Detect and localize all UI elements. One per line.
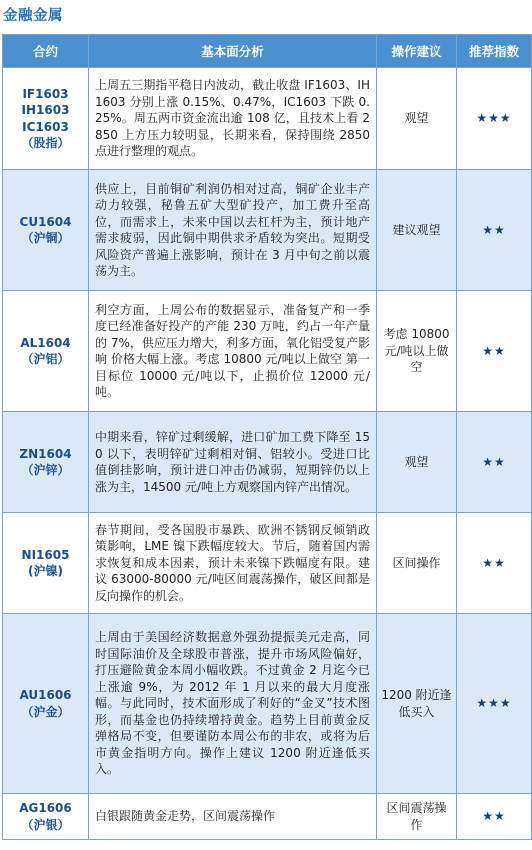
futures-table (2, 34, 532, 840)
contract-name: （沪锌） (21, 463, 70, 477)
header-analysis: 基本面分析 (89, 35, 377, 68)
rating-stars: ★★ (457, 412, 532, 513)
contract-cell (3, 291, 89, 412)
table-row (3, 170, 532, 291)
rating-stars: ★★★ (457, 614, 532, 794)
rating-stars: ★★ (457, 170, 532, 291)
advice-cell: 1200 附近逢低买入 (377, 614, 457, 794)
analysis-cell: 白银跟随黄金走势，区间震荡操作 (89, 794, 377, 840)
advice-cell: 区间操作 (377, 513, 457, 614)
table-row (3, 614, 532, 794)
contract-cell (3, 513, 89, 614)
contract-cell (3, 614, 89, 794)
contract-code: ZN1604 (19, 446, 72, 461)
contract-cell (3, 412, 89, 513)
header-rating: 推荐指数 (457, 35, 532, 68)
contract-name: (沪镍) (28, 564, 63, 578)
contract-code: AU1606 (19, 688, 72, 702)
contract-code: IH1603 (21, 103, 70, 117)
contract-name: （沪铝） (21, 352, 70, 366)
rating-stars: ★★ (457, 513, 532, 614)
analysis-cell: 春节期间，受各国股市暴跌、欧洲不锈钢反倾销政策影响，LME 镍下跌幅度较大。节后，随着国内需求恢复和成本因素，预计未来镍下跌幅度有限。建议 63000-80000 元/吨区间震荡操作，破区间都是反向操作的机会。 (89, 513, 377, 614)
contract-code: CU1604 (19, 214, 72, 229)
table-header-row (3, 35, 532, 68)
contract-code: IC1603 (22, 119, 69, 134)
analysis-cell: 上周五三期指平稳日内波动，截止收盘 IF1603、IH1603 分别上涨 0.15%、0.47%，IC1603 下跌 0.25%。周五两市资金流出逾 108 亿，且技术上看 2850 上方压力较明显，长期来看，保持围绕 2850 点进行整理的观点。 (89, 68, 377, 170)
header-advice: 操作建议 (377, 35, 457, 68)
rating-stars: ★★ (457, 794, 532, 840)
table-row (3, 513, 532, 614)
contract-code: AG1606 (19, 801, 72, 815)
contract-code: NI1605 (21, 547, 70, 562)
contract-name: （沪银） (21, 817, 70, 832)
table-row (3, 68, 532, 170)
table-row (3, 291, 532, 412)
contract-cell (3, 68, 89, 170)
contract-code: AL1604 (20, 335, 71, 350)
table-row (3, 412, 532, 513)
advice-cell: 区间震荡操作 (377, 794, 457, 840)
advice-cell: 观望 (377, 412, 457, 513)
contract-name: （股指） (21, 136, 70, 150)
analysis-cell: 上周由于美国经济数据意外强劲提振美元走高，同时国际油价及全球股市普涨，提升市场风险偏好，打压避险黄金本周小幅收跌。不过黄金 2 月迄今已上涨逾 9%，为 2012 年 1 月以来的最大月度涨幅。与此同时，技术面形成了利好的“金叉”技术图形，而基金也仍持续增持黄金。趋势上目前黄金反弹格局不变，但要谨防本周公布的非农，或将为后市黄金指明方向。操作上建议 1200 附近逢低买入。 (89, 614, 377, 794)
analysis-cell: 中期来看，锌矿过剩缓解，进口矿加工费下降至 150 以下，表明锌矿过剩相对铜、铝较小。受进口比值倒挂影响，预计进口冲击仍减弱，短期锌仍以上涨为主，14500 元/吨上方观察国内锌产出情况。 (89, 412, 377, 513)
rating-stars: ★★★ (457, 68, 532, 170)
table-row (3, 794, 532, 840)
section-title: 金融金属 (3, 8, 63, 24)
contract-cell (3, 794, 89, 840)
analysis-cell: 利空方面，上周公布的数据显示，准备复产和一季度已经准备好投产的产能 230 万吨，约占一年产量的 7%，供应压力增大，利多方面，氧化铝受复产影响 价格大幅上涨。考虑 10800 元/吨以上做空 第一目标位 10000 元/吨以下，止损价位 12000 元/吨。 (89, 291, 377, 412)
header-contract: 合约 (3, 35, 89, 68)
advice-cell: 观望 (377, 68, 457, 170)
contract-cell (3, 170, 89, 291)
rating-stars: ★★ (457, 291, 532, 412)
advice-cell: 建议观望 (377, 170, 457, 291)
analysis-cell: 供应上，目前铜矿利润仍相对过高，铜矿企业丰产动力较强，秘鲁五矿大型矿投产，加工费升至高位，而需求上，未来中国以去杠杆为主，预计地产需求疲弱，因此铜中期供求矛盾较为突出。短期受风险资产普遍上涨影响，预计在 3 月中旬之前以震荡为主。 (89, 170, 377, 291)
contract-code: IF1603 (22, 86, 69, 101)
contract-name: （沪金） (21, 704, 70, 719)
contract-name: （沪铜） (21, 231, 70, 245)
advice-cell: 考虑 10800 元/吨以上做空 (377, 291, 457, 412)
